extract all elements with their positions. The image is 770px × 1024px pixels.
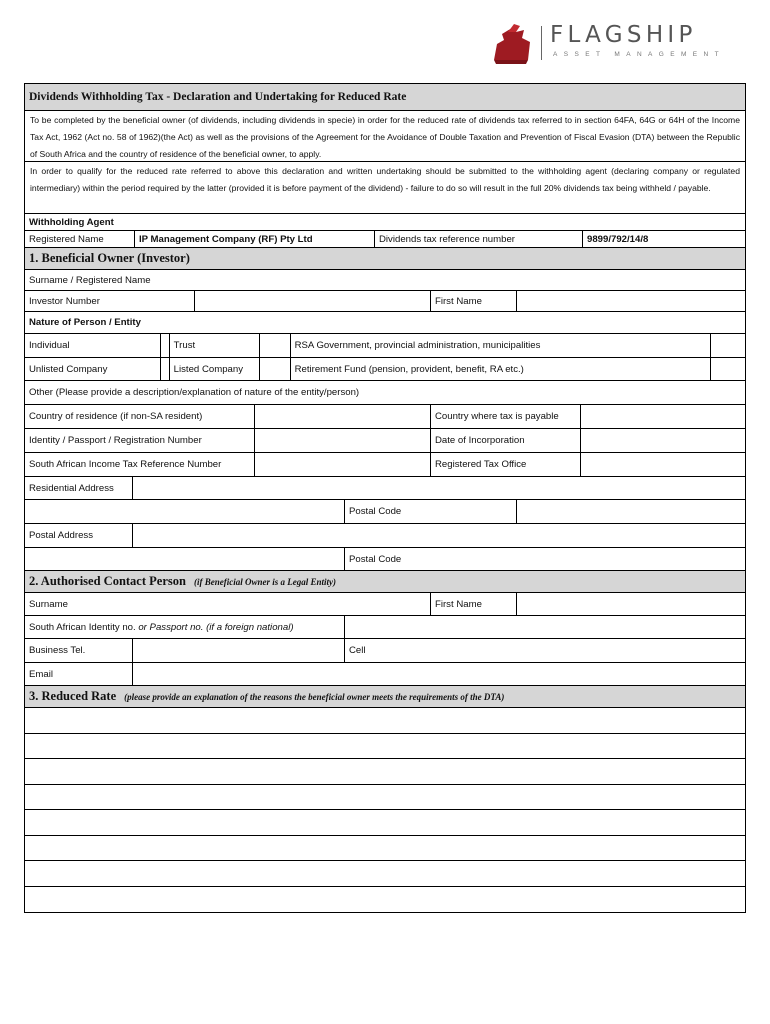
unlisted-company-checkbox[interactable] [161,358,170,380]
section-1-heading: 1. Beneficial Owner (Investor) [29,251,190,265]
declaration-form [24,83,746,913]
registered-name-value: IP Management Company (RF) Pty Ltd [135,231,375,247]
cell-field[interactable]: Cell [349,645,366,656]
nature-heading-row [24,312,746,334]
contact-surname-field[interactable]: Surname [25,593,431,615]
registered-tax-office-label: Registered Tax Office [431,453,581,476]
explanation-line[interactable] [25,785,745,811]
rsa-government-checkbox[interactable] [711,334,745,357]
dividends-tax-ref-label: Dividends tax reference number [375,231,583,247]
postal-address-label: Postal Address [25,524,133,547]
individual-checkbox[interactable] [161,334,170,357]
residential-address-label: Residential Address [25,477,133,499]
email-label: Email [25,663,133,685]
nature-row-2 [24,358,746,381]
withholding-agent-heading-row [24,214,746,231]
country-of-residence-field[interactable] [255,405,431,428]
country-of-residence-label: Country of residence (if non-SA resident) [25,405,255,428]
section-2-heading-row [24,571,746,593]
explanation-line[interactable] [25,836,745,862]
nature-of-person-heading: Nature of Person / Entity [29,317,141,328]
investor-number-label: Investor Number [25,291,195,311]
retirement-fund-label: Retirement Fund (pension, provident, benefit, RA etc.) [291,358,712,380]
section-2-heading: 2. Authorised Contact Person [29,574,186,588]
postal-code-row [24,548,746,571]
postal-address-row [24,524,746,548]
date-of-incorporation-field[interactable] [581,429,745,452]
intro-paragraph-1-row [24,111,746,162]
contact-phone-row [24,639,746,663]
email-field[interactable] [133,663,745,685]
trust-checkbox[interactable] [260,334,291,357]
retirement-fund-checkbox[interactable] [711,358,745,380]
intro-paragraph-1: To be completed by the beneficial owner (of dividends, including dividends in specie) in order for the reduced rate of dividends tax referred to in section 64FA, 64G or 64H of the Income Tax Act, 1962 (Act no. 58 of 1962)(the Act) as well as the provisions of the Agreement for the Avoidance of Double Taxation and Prevention of Fiscal Evasion (DTA) between the Republic of South Africa and the country of residence of the beneficial owner, to apply. [30,115,740,159]
first-name-field[interactable] [517,291,745,311]
contact-first-name-label: First Name [431,593,517,615]
unlisted-company-label: Unlisted Company [25,358,161,380]
postal-code-label: Postal Code [349,553,402,565]
contact-surname-row [24,593,746,616]
form-title-row [24,83,746,111]
postal-address-field[interactable] [133,524,745,547]
residential-address-row [24,477,746,500]
section-2-note: (if Beneficial Owner is a Legal Entity) [193,576,336,587]
logo-divider [541,26,542,60]
surname-registered-name-field[interactable]: Surname / Registered Name [29,274,151,286]
explanation-line[interactable] [25,734,745,760]
explanation-line[interactable] [25,861,745,887]
nature-row-1 [24,334,746,358]
section-1-heading-row [24,248,746,270]
residential-postal-code-label: Postal Code [345,500,517,523]
business-tel-field[interactable] [133,639,345,662]
contact-id-or-passport: or Passport no. (if a foreign national) [138,621,294,633]
withholding-agent-heading: Withholding Agent [29,216,114,228]
contact-id-label: South African Identity no. [29,621,136,633]
country-row [24,405,746,429]
explanation-line[interactable] [25,759,745,785]
flagship-logo [490,18,735,68]
contact-id-field[interactable] [345,616,745,638]
investor-number-row [24,291,746,312]
withholding-agent-row [24,231,746,248]
country-tax-payable-label: Country where tax is payable [431,405,581,428]
logo-tagline: ASSET MANAGEMENT [553,51,725,58]
individual-label: Individual [25,334,161,357]
sa-tax-reference-label: South African Income Tax Reference Number [25,453,255,476]
identity-row [24,429,746,453]
section-2-heading-cell [25,571,745,592]
contact-first-name-field[interactable] [517,593,745,615]
section-3-heading-row [24,686,746,708]
explanation-line[interactable] [25,810,745,836]
sa-tax-reference-field[interactable] [255,453,431,476]
section-3-heading: 3. Reduced Rate [29,689,117,703]
contact-id-label-cell [25,616,345,638]
logo-brand: FLAGSHIP [550,22,697,48]
dividends-tax-ref-value: 9899/792/14/8 [587,233,649,245]
identity-number-label: Identity / Passport / Registration Number [25,429,255,452]
section-3-note: (please provide an explanation of the reasons the beneficial owner meets the requirements of the DTA) [124,691,505,702]
registered-name-label: Registered Name [25,231,135,247]
residential-postal-row [24,500,746,524]
residential-postal-code-field[interactable] [517,500,745,523]
trust-label: Trust [170,334,260,357]
explanation-line[interactable] [25,708,745,734]
intro-paragraph-2-row [24,162,746,214]
residential-address-line-2[interactable] [25,500,345,523]
listed-company-checkbox[interactable] [260,358,291,380]
postal-address-line-2[interactable] [25,548,345,570]
listed-company-label: Listed Company [170,358,260,380]
residential-address-field[interactable] [133,477,745,499]
rsa-government-label: RSA Government, provincial administration, municipalities [291,334,712,357]
flag-icon [490,20,536,66]
other-row [24,381,746,405]
date-of-incorporation-label: Date of Incorporation [431,429,581,452]
country-tax-payable-field[interactable] [581,405,745,428]
tax-ref-row [24,453,746,477]
contact-email-row [24,663,746,686]
registered-tax-office-field[interactable] [581,453,745,476]
explanation-line[interactable] [25,887,745,913]
other-nature-field[interactable]: Other (Please provide a description/explanation of nature of the entity/person) [29,387,360,398]
business-tel-label: Business Tel. [25,639,133,662]
first-name-label: First Name [431,291,517,311]
surname-row [24,270,746,291]
form-title: Dividends Withholding Tax - Declaration and Undertaking for Reduced Rate [29,91,407,103]
contact-id-row [24,616,746,639]
reduced-rate-explanation-area[interactable] [24,708,746,913]
section-3-heading-cell [25,686,745,707]
investor-number-field[interactable] [195,291,431,311]
intro-paragraph-2: In order to qualify for the reduced rate referred to above this declaration and written undertaking should be submitted to the withholding agent (declaring company or regulated intermediary) within the period required by the latter (provided it is before payment of the dividend) - failure to do so will result in the full 20% dividends tax being withheld / payable. [30,166,740,193]
identity-number-field[interactable] [255,429,431,452]
